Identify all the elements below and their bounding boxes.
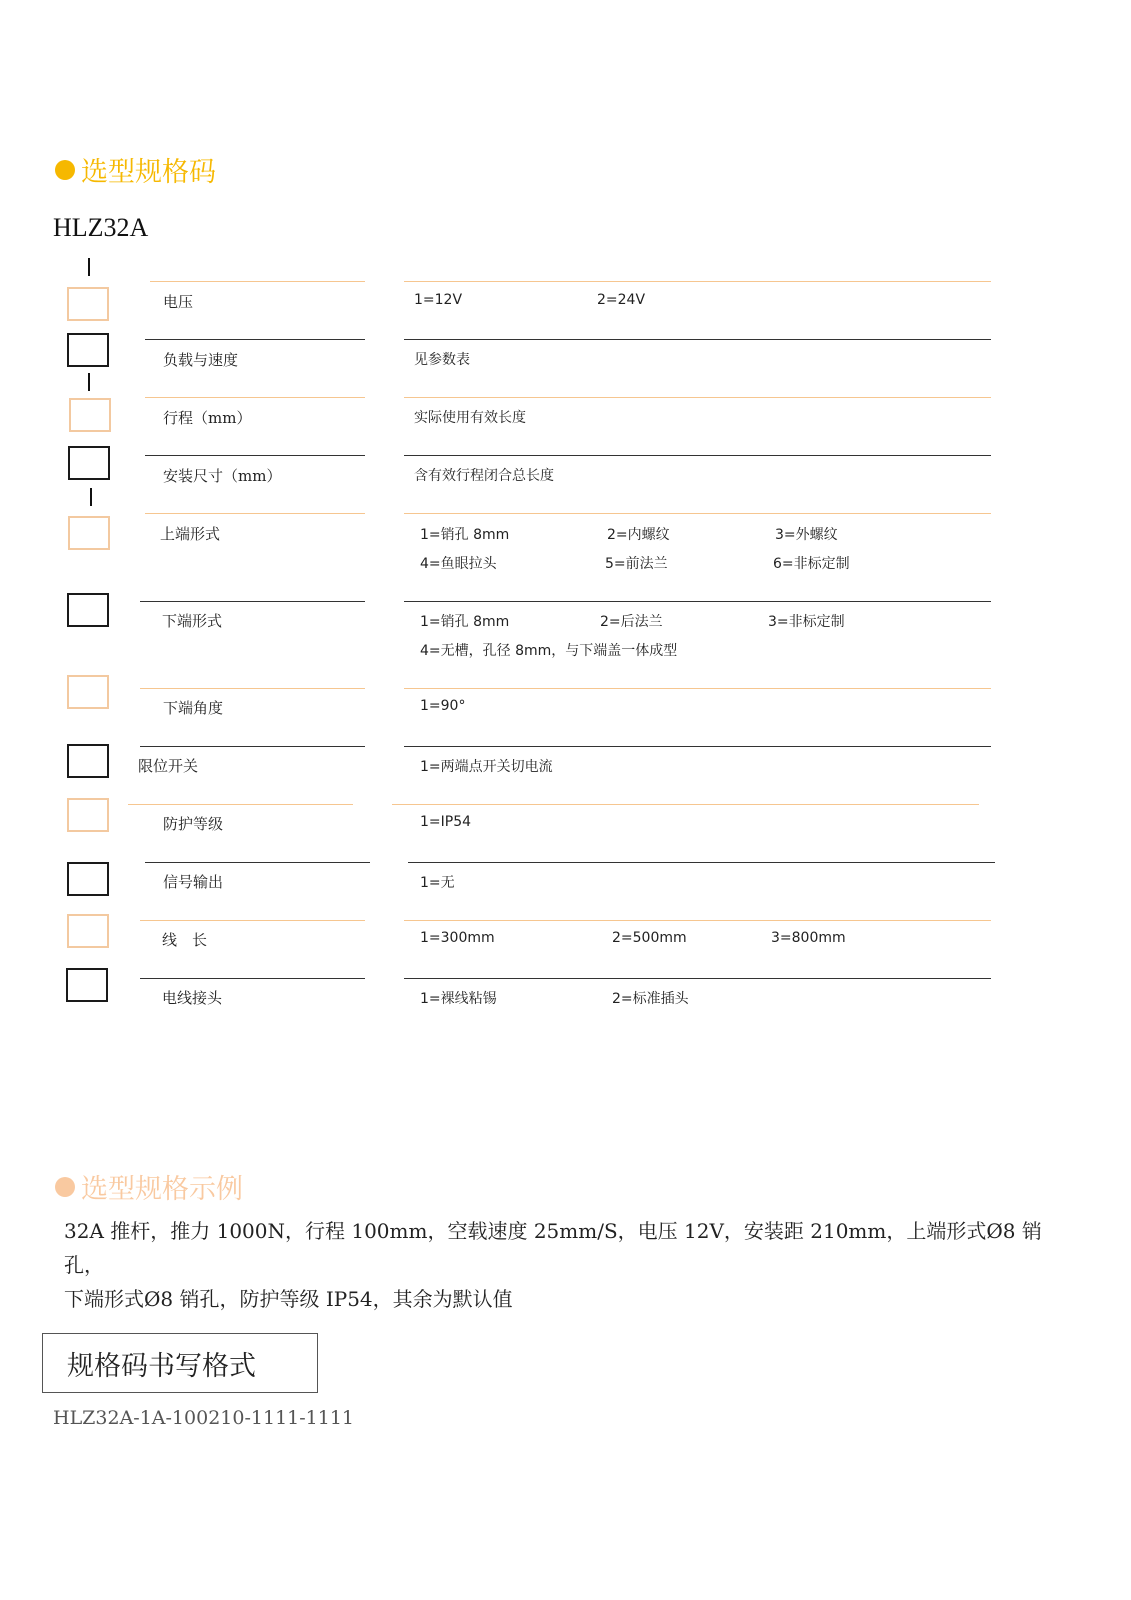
section-title-spec-code [55,150,216,189]
row-label-load-speed: 负载与速度 [163,351,239,369]
code-box-protection [67,798,109,832]
divider-line [145,455,365,456]
section-title-example [55,1167,243,1206]
section-title-text: 选型规格码 [81,157,216,188]
row-label-voltage: 电压 [163,293,194,311]
divider-line [145,862,370,863]
option-value: 见参数表 [414,352,470,368]
tick-mark [88,373,90,391]
option-value: 3=外螺纹 [775,527,838,543]
option-value: 2=后法兰 [600,614,663,630]
divider-line [404,397,991,398]
option-value: 1=12V [414,292,463,308]
row-label-install-size: 安装尺寸（mm） [163,467,282,485]
code-box-voltage [67,287,109,321]
option-value: 1=90° [420,698,466,714]
option-value: 1=IP54 [420,814,472,830]
tick-mark [90,488,92,506]
divider-line [145,339,365,340]
format-heading-box: 规格码书写格式 [42,1333,318,1393]
divider-line [404,455,991,456]
option-value: 3=800mm [771,930,846,946]
bullet-dot-icon [55,1177,75,1197]
option-value: 5=前法兰 [605,556,668,572]
row-label-stroke: 行程（mm） [163,409,252,427]
code-box-upper-end [68,516,110,550]
format-code-example: HLZ32A-1A-100210-1111-1111 [53,1407,355,1429]
divider-line [140,688,365,689]
example-line: 下端形式Ø8 销孔，防护等级 IP54，其余为默认值 [64,1287,513,1311]
option-value: 2=500mm [612,930,687,946]
divider-line [404,978,991,979]
code-box-stroke [69,398,111,432]
code-box-install-size [68,446,110,480]
code-box-signal [67,862,109,896]
code-box-lower-end [67,593,109,627]
option-value: 1=300mm [420,930,495,946]
option-value: 3=非标定制 [768,614,845,630]
row-label-lower-end: 下端形式 [162,612,223,630]
code-box-connector [66,968,108,1002]
row-label-upper-end: 上端形式 [160,525,221,543]
row-label-protection: 防护等级 [163,815,224,833]
tick-mark [88,258,90,276]
divider-line [404,688,991,689]
divider-line [150,281,365,282]
option-value: 2=内螺纹 [607,527,670,543]
row-label-signal: 信号输出 [163,873,224,891]
divider-line [140,978,365,979]
divider-line [404,339,991,340]
divider-line [404,281,991,282]
model-code: HLZ32A [53,213,149,242]
code-box-load-speed [67,333,109,367]
option-value: 实际使用有效长度 [414,410,526,426]
option-value: 2=标准插头 [612,991,689,1007]
code-box-limit-switch [67,744,109,778]
divider-line [140,920,365,921]
divider-line [404,746,991,747]
divider-line [145,513,365,514]
code-box-lower-angle [67,675,109,709]
example-line: 32A 推杆，推力 1000N，行程 100mm，空载速度 25mm/S，电压 12V，安装距 210mm，上端形式Ø8 销孔， [64,1219,1042,1277]
option-value: 1=裸线粘锡 [420,991,497,1007]
code-box-wire-length [67,914,109,948]
divider-line [392,804,979,805]
bullet-dot-icon [55,160,75,180]
divider-line [408,862,995,863]
divider-line [140,746,365,747]
divider-line [145,397,365,398]
option-value: 含有效行程闭合总长度 [414,468,554,484]
option-value: 4=鱼眼拉头 [420,556,497,572]
row-label-connector: 电线接头 [162,989,223,1007]
option-value: 1=销孔 8mm [420,527,510,543]
divider-line [140,601,365,602]
option-value: 2=24V [597,292,646,308]
option-value: 6=非标定制 [773,556,850,572]
section-title-text: 选型规格示例 [81,1174,243,1205]
option-value: 1=无 [420,875,455,891]
row-label-wire-length: 线 长 [162,931,208,949]
row-label-lower-angle: 下端角度 [163,699,224,717]
divider-line [404,920,991,921]
example-paragraph [64,1214,1074,1316]
option-value: 1=销孔 8mm [420,614,510,630]
row-label-limit-switch: 限位开关 [138,757,199,775]
option-value: 1=两端点开关切电流 [420,759,553,775]
divider-line [404,513,991,514]
divider-line [404,601,991,602]
divider-line [128,804,353,805]
option-value: 4=无槽，孔径 8mm，与下端盖一体成型 [420,643,678,659]
